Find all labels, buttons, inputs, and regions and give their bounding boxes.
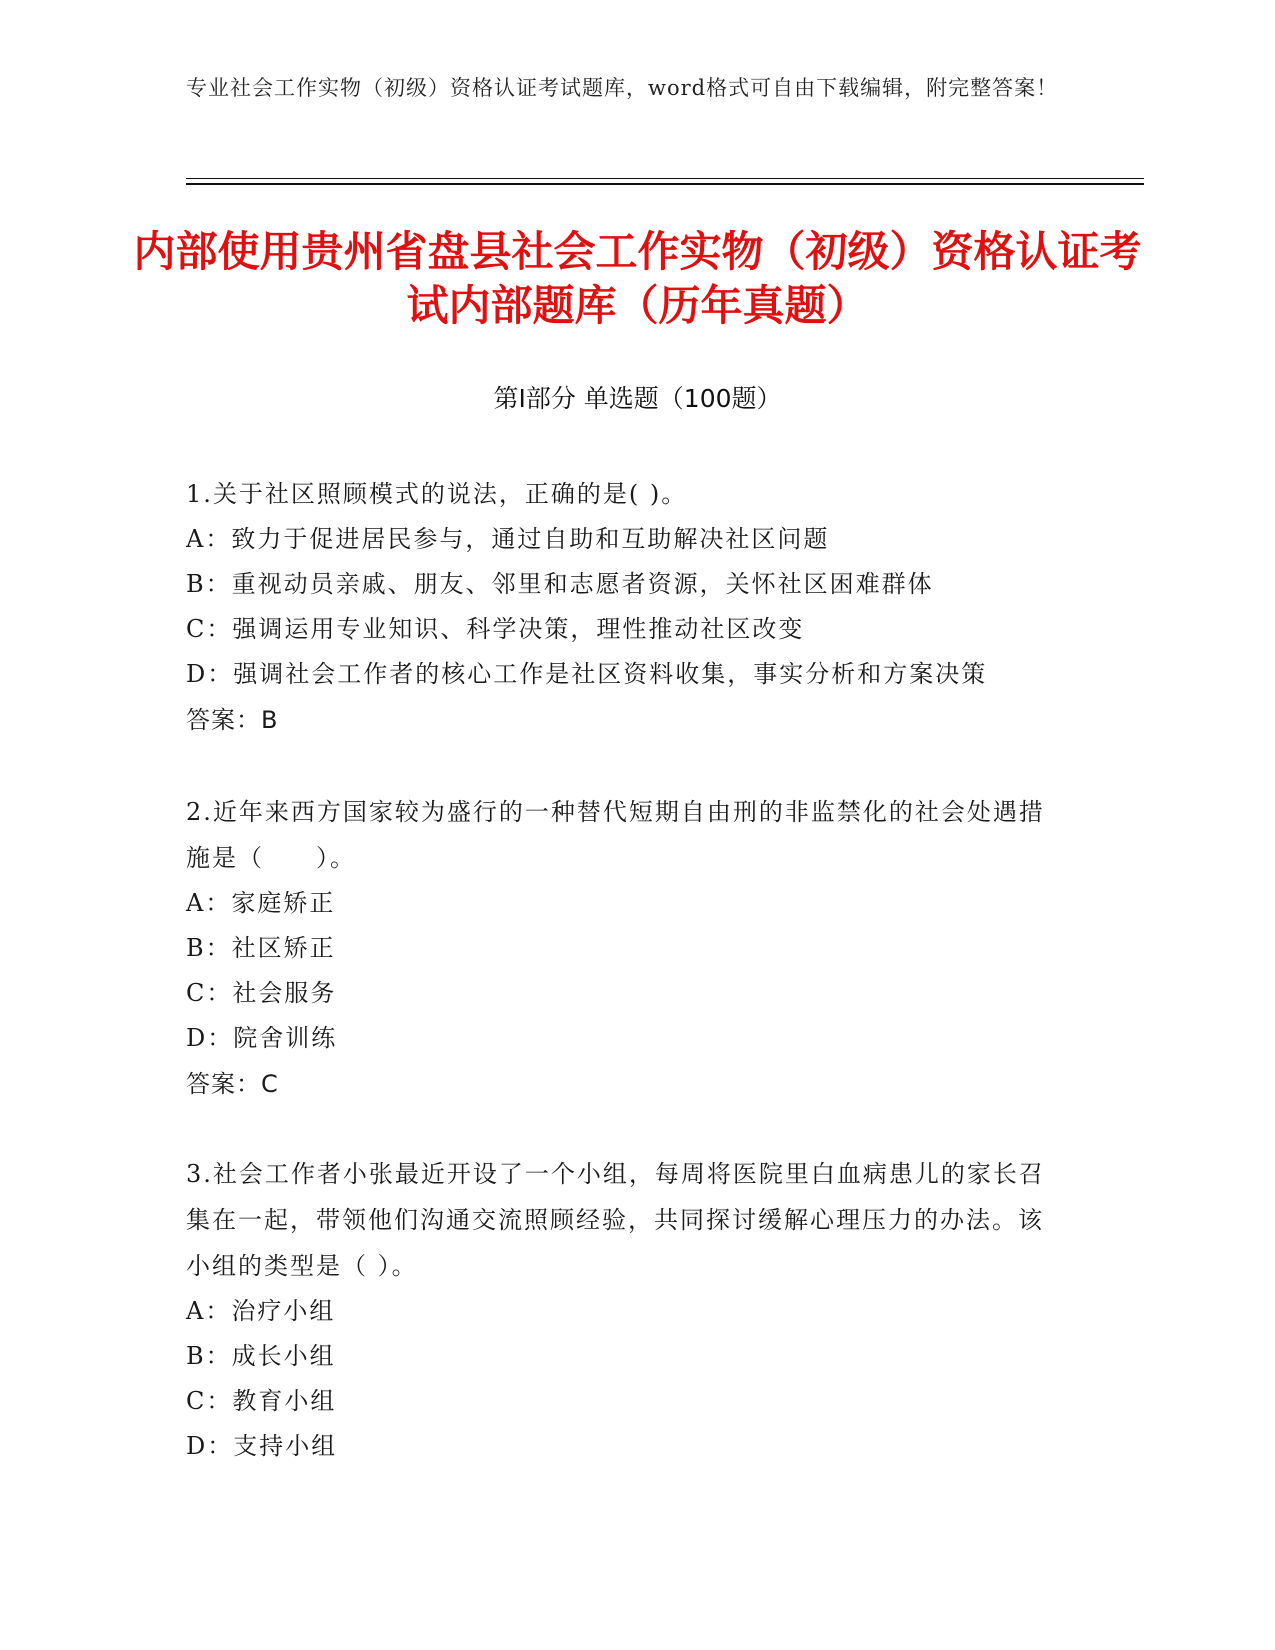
header-divider-bottom: [186, 183, 1144, 185]
option-c: C：教育小组: [186, 1387, 337, 1415]
question-1: [186, 471, 1066, 743]
document-title: 内部使用贵州省盘县社会工作实物（初级）资格认证考试内部题库（历年真题）: [133, 227, 1142, 330]
answer: 答案：C: [186, 1070, 279, 1098]
option-c: C：强调运用专业知识、科学决策，理性推动社区改变: [186, 615, 805, 643]
option-d: D：强调社会工作者的核心工作是社区资料收集，事实分析和方案决策: [186, 660, 988, 688]
header-divider-top: [186, 178, 1144, 179]
option-a: A：家庭矫正: [186, 889, 336, 917]
answer: 答案：B: [186, 706, 279, 734]
question-stem: 1.关于社区照顾模式的说法，正确的是( )。: [186, 480, 688, 508]
option-b: B：成长小组: [186, 1342, 336, 1370]
header-note: 专业社会工作实物（初级）资格认证考试题库，word格式可自由下载编辑，附完整答案！: [186, 76, 1059, 100]
option-c: C：社会服务: [186, 979, 337, 1007]
option-b: B：重视动员亲戚、朋友、邻里和志愿者资源，关怀社区困难群体: [186, 570, 934, 598]
question-3: [186, 1151, 1066, 1469]
option-b: B：社区矫正: [186, 934, 336, 962]
option-d: D：院舍训练: [186, 1024, 338, 1052]
option-a: A：治疗小组: [186, 1297, 336, 1325]
section-title: 第Ⅰ部分 单选题（100题）: [493, 384, 782, 413]
option-a: A：致力于促进居民参与，通过自助和互助解决社区问题: [186, 525, 830, 553]
question-stem: 2.近年来西方国家较为盛行的一种替代短期自由刑的非监禁化的社会处遇措施是（ ）。: [186, 798, 1045, 872]
question-2: [186, 789, 1066, 1107]
option-d: D：支持小组: [186, 1432, 338, 1460]
question-stem: 3.社会工作者小张最近开设了一个小组，每周将医院里白血病患儿的家长召集在一起，带领他们沟通交流照顾经验，共同探讨缓解心理压力的办法。该小组的类型是（ ）。: [186, 1160, 1045, 1280]
